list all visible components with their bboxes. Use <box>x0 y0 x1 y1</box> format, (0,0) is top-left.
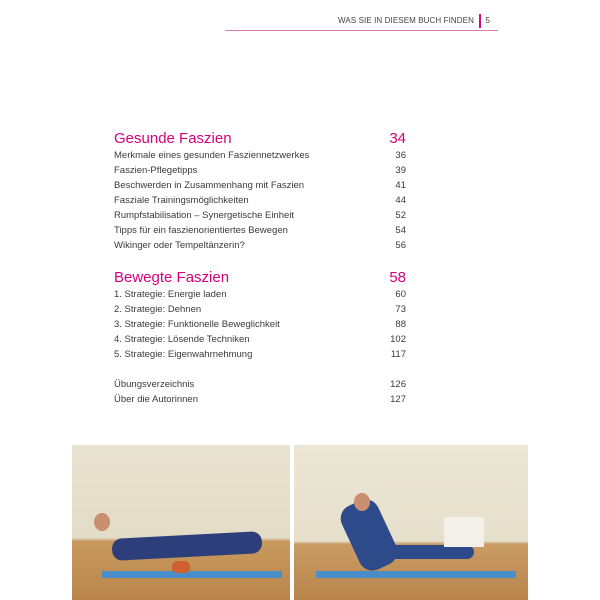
entry-title: Übungsverzeichnis <box>114 379 195 390</box>
entry-page: 34 <box>389 130 406 147</box>
section-heading <box>114 269 406 287</box>
entry-page: 44 <box>395 195 406 206</box>
entry-page: 126 <box>390 379 406 390</box>
toc-entry <box>114 193 406 208</box>
photo-side-plank-foam-roller <box>72 445 290 600</box>
person <box>112 531 263 561</box>
toc-entry <box>114 347 406 362</box>
entry-page: 39 <box>395 165 406 176</box>
toc-entry <box>114 208 406 223</box>
toc-entry <box>114 317 406 332</box>
entry-page: 73 <box>395 304 406 315</box>
entry-title: Tipps für ein faszienorientiertes Bewegen <box>114 225 288 236</box>
header-divider <box>479 14 481 28</box>
toc-entry <box>114 238 406 253</box>
entry-title: 1. Strategie: Energie laden <box>114 289 227 300</box>
entry-page: 41 <box>395 180 406 191</box>
toc-entry <box>114 223 406 238</box>
exercise-mat <box>102 571 282 578</box>
entry-title: Fasziale Trainingsmöglichkeiten <box>114 195 249 206</box>
entry-title: Rumpfstabilisation – Synergetische Einheit <box>114 210 295 221</box>
entry-page: 60 <box>395 289 406 300</box>
exercise-mat <box>316 571 516 578</box>
person <box>336 495 402 575</box>
entry-title: Beschwerden in Zusammenhang mit Faszien <box>114 180 305 191</box>
person-leg <box>384 545 474 559</box>
entry-page: 56 <box>395 240 406 251</box>
entry-title: 4. Strategie: Lösende Techniken <box>114 334 250 345</box>
toc-entry <box>114 163 406 178</box>
entry-title: Gesunde Faszien <box>114 130 232 147</box>
toc-entry <box>114 178 406 193</box>
foam-roller <box>172 561 190 573</box>
entry-page: 88 <box>395 319 406 330</box>
entry-page: 117 <box>390 349 406 360</box>
running-header <box>225 14 498 31</box>
entry-title: 3. Strategie: Funktionelle Beweglichkeit <box>114 319 280 330</box>
person-head <box>354 493 370 511</box>
entry-page: 36 <box>395 150 406 161</box>
stool <box>444 517 484 547</box>
entry-title: Über die Autorinnen <box>114 394 198 405</box>
entry-title: Bewegte Faszien <box>114 269 230 286</box>
toc-entry <box>114 148 406 163</box>
toc-entry <box>114 392 406 407</box>
entry-title: 2. Strategie: Dehnen <box>114 304 202 315</box>
table-of-contents <box>114 130 406 407</box>
entry-page: 102 <box>390 334 406 345</box>
photo-lunge-stretch <box>294 445 528 600</box>
entry-title: Wikinger oder Tempeltänzerin? <box>114 240 245 251</box>
entry-page: 54 <box>395 225 406 236</box>
section-heading <box>114 130 406 148</box>
entry-page: 127 <box>390 394 406 405</box>
header-title: WAS SIE IN DIESEM BUCH FINDEN <box>338 16 474 25</box>
toc-entry <box>114 332 406 347</box>
entry-title: Faszien-Pflegetipps <box>114 165 198 176</box>
page-number: 5 <box>485 16 490 25</box>
entry-page: 52 <box>395 210 406 221</box>
entry-page: 58 <box>389 269 406 286</box>
entry-title: 5. Strategie: Eigenwahrnehmung <box>114 349 253 360</box>
toc-entry <box>114 302 406 317</box>
person-head <box>94 513 110 531</box>
toc-entry <box>114 287 406 302</box>
toc-entry <box>114 377 406 392</box>
entry-title: Merkmale eines gesunden Fasziennetzwerkes <box>114 150 310 161</box>
